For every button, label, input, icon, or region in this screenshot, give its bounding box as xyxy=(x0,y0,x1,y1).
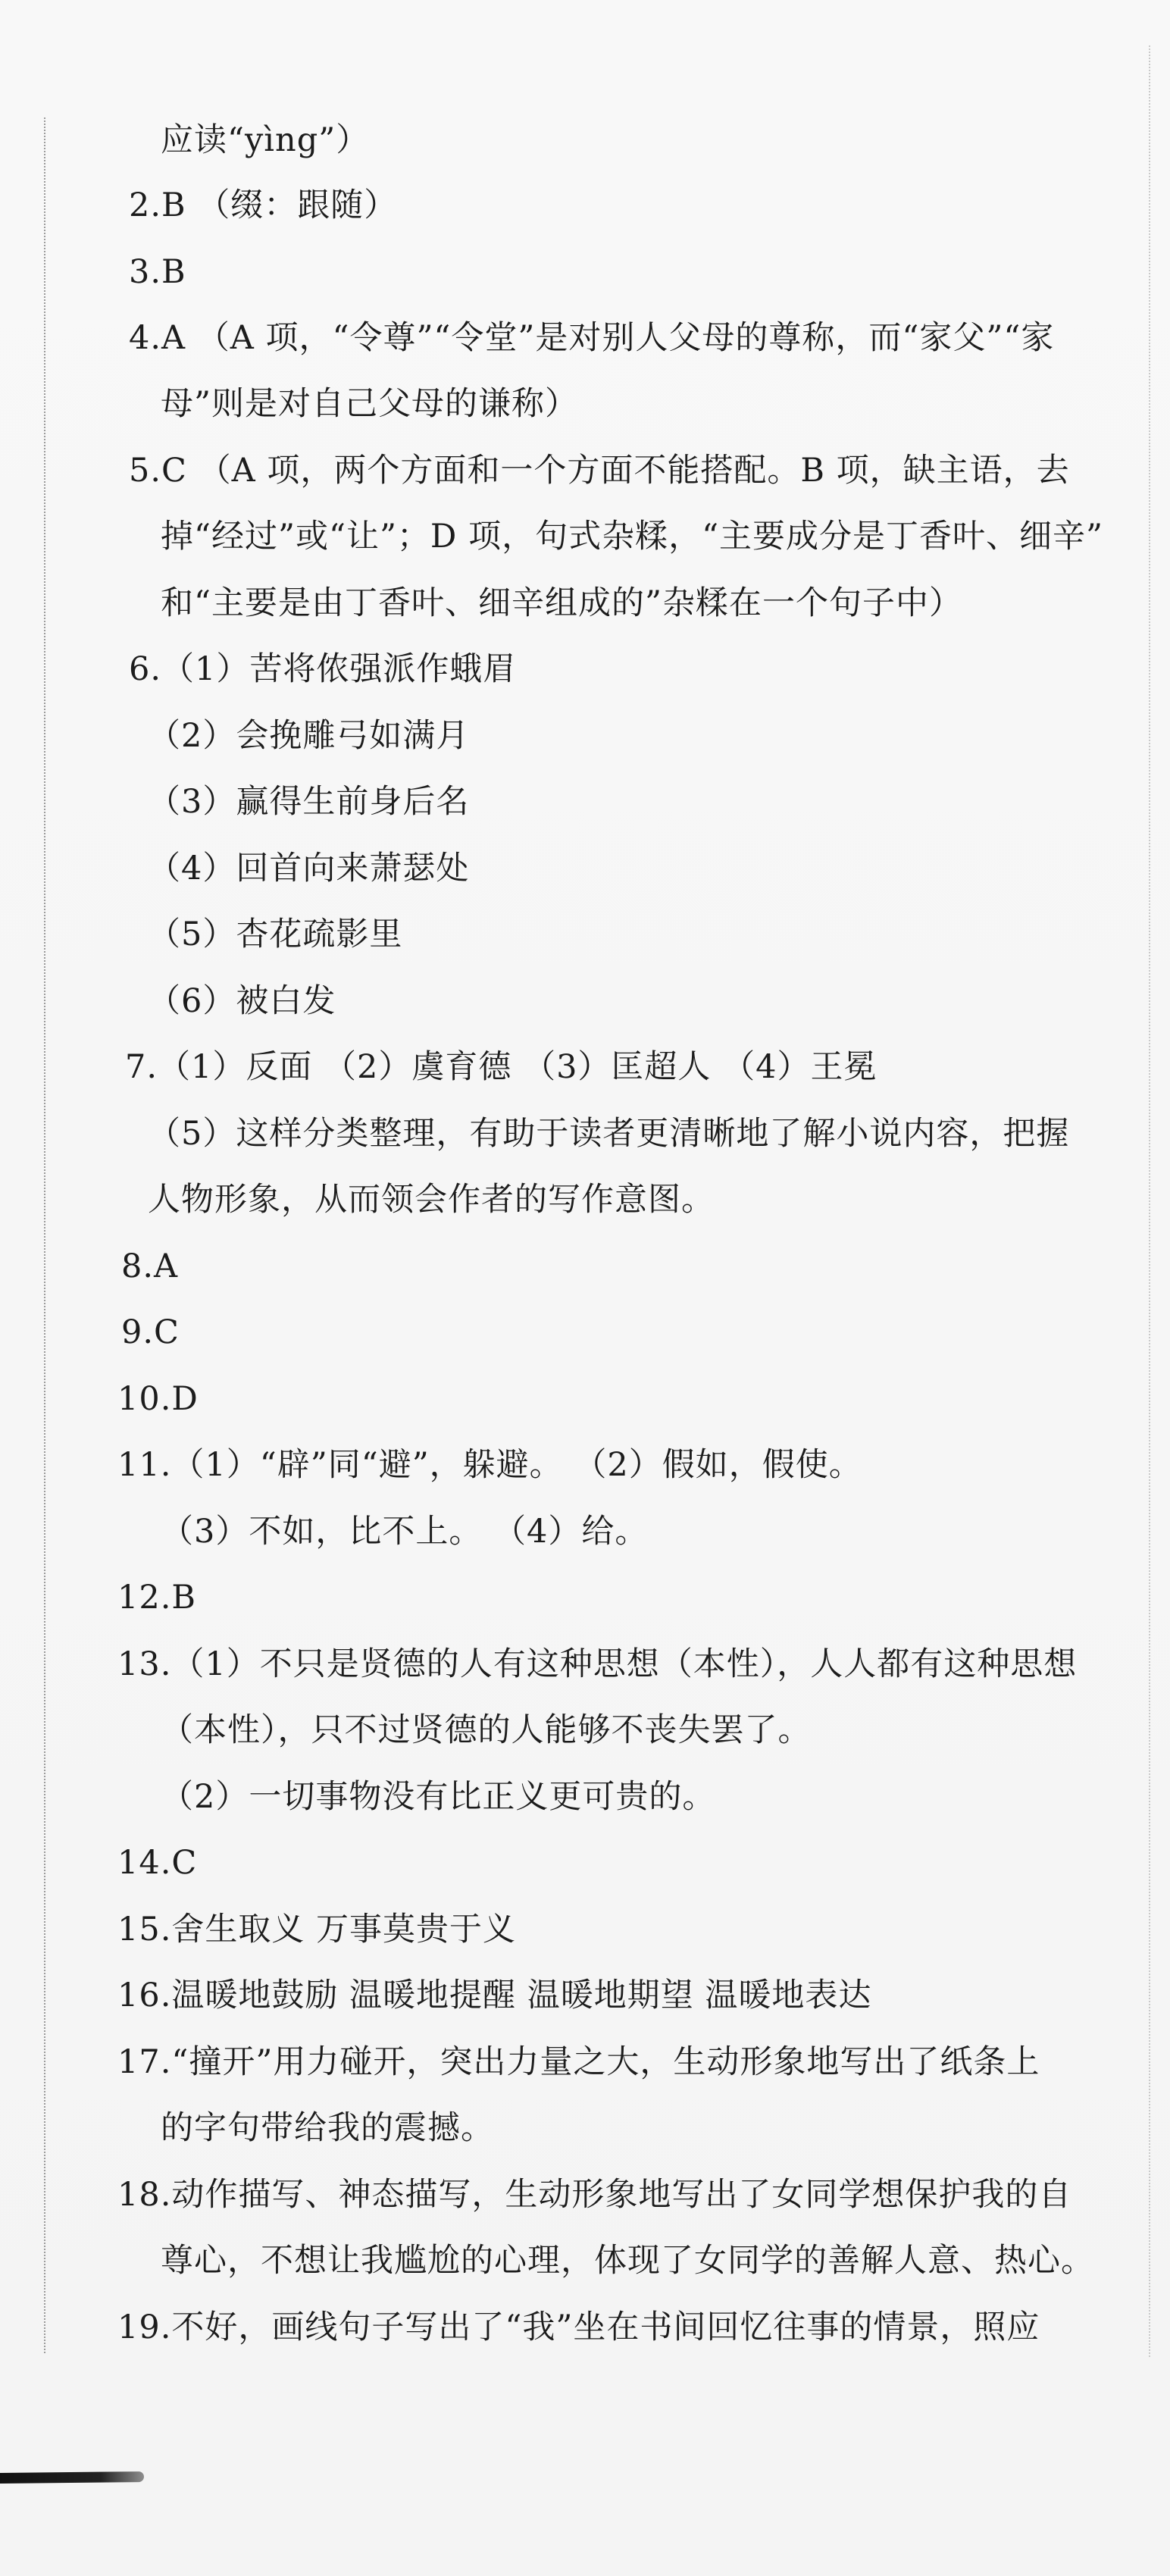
text-line: 13.（1）不只是贤德的人有这种思想（本性），人人都有这种思想 xyxy=(117,1645,1078,1683)
text-line: 10.D xyxy=(117,1380,199,1418)
binding-edge-mark xyxy=(0,2471,144,2484)
text-line: （本性），只不过贤德的人能够不丧失罢了。 xyxy=(161,1711,812,1749)
text-line: 18.动作描写、神态描写，生动形象地写出了女同学想保护我的自 xyxy=(117,2176,1072,2214)
text-line: （3）赢得生前身后名 xyxy=(148,783,470,821)
text-line: 12.B xyxy=(117,1579,196,1617)
text-line: （3）不如，比不上。 （4）给。 xyxy=(161,1513,649,1551)
text-line: 4.A （A 项，“令尊”“令堂”是对别人父母的尊称，而“家父”“家 xyxy=(129,319,1055,357)
text-line: 的字句带给我的震撼。 xyxy=(161,2109,494,2147)
text-line: （6）被白发 xyxy=(148,982,336,1020)
text-line: 14.C xyxy=(117,1844,198,1882)
dotted-margin-line xyxy=(1149,45,1150,2357)
text-line: （2）会挽雕弓如满月 xyxy=(148,717,470,755)
text-line: 和“主要是由丁香叶、细辛组成的”杂糅在一个句子中） xyxy=(161,584,962,622)
text-line: 人物形象，从而领会作者的写作意图。 xyxy=(148,1181,715,1219)
text-line: 5.C （A 项，两个方面和一个方面不能搭配。B 项，缺主语，去 xyxy=(129,452,1070,490)
text-line: 掉“经过”或“让”；D 项，句式杂糅，“主要成分是丁香叶、细辛” xyxy=(161,518,1104,556)
text-line: （2）一切事物没有比正义更可贵的。 xyxy=(161,1778,716,1816)
text-line: 6.（1）苦将侬强派作蛾眉 xyxy=(129,650,517,688)
text-line: 3.B xyxy=(129,253,186,291)
text-line: 2.B （缀：跟随） xyxy=(129,186,398,224)
text-line: 应读“yìng”） xyxy=(161,121,370,159)
text-line: 15.舍生取义 万事莫贵于义 xyxy=(117,1911,517,1948)
text-line: （4）回首向来萧瑟处 xyxy=(148,850,470,887)
text-line: 7.（1）反面 （2）虞育德 （3）匡超人 （4）王冕 xyxy=(125,1048,878,1086)
text-line: 8.A xyxy=(121,1247,179,1285)
text-line: 尊心，不想让我尴尬的心理，体现了女同学的善解人意、热心。 xyxy=(161,2242,1094,2280)
dotted-binding-line xyxy=(44,117,45,2353)
text-line: 9.C xyxy=(121,1313,180,1351)
text-line: （5）杏花疏影里 xyxy=(148,916,403,953)
text-line: 16.温暖地鼓励 温暖地提醒 温暖地期望 温暖地表达 xyxy=(117,1977,872,2014)
text-line: 母”则是对自己父母的谦称） xyxy=(161,385,578,423)
text-line: 11.（1）“辟”同“避”，躲避。 （2）假如，假使。 xyxy=(117,1446,862,1484)
text-line: 19.不好，画线句子写出了“我”坐在书间回忆往事的情景，照应 xyxy=(117,2308,1040,2346)
text-line: （5）这样分类整理，有助于读者更清晰地了解小说内容，把握 xyxy=(148,1115,1070,1153)
text-line: 17.“撞开”用力碰开，突出力量之大，生动形象地写出了纸条上 xyxy=(117,2043,1040,2081)
